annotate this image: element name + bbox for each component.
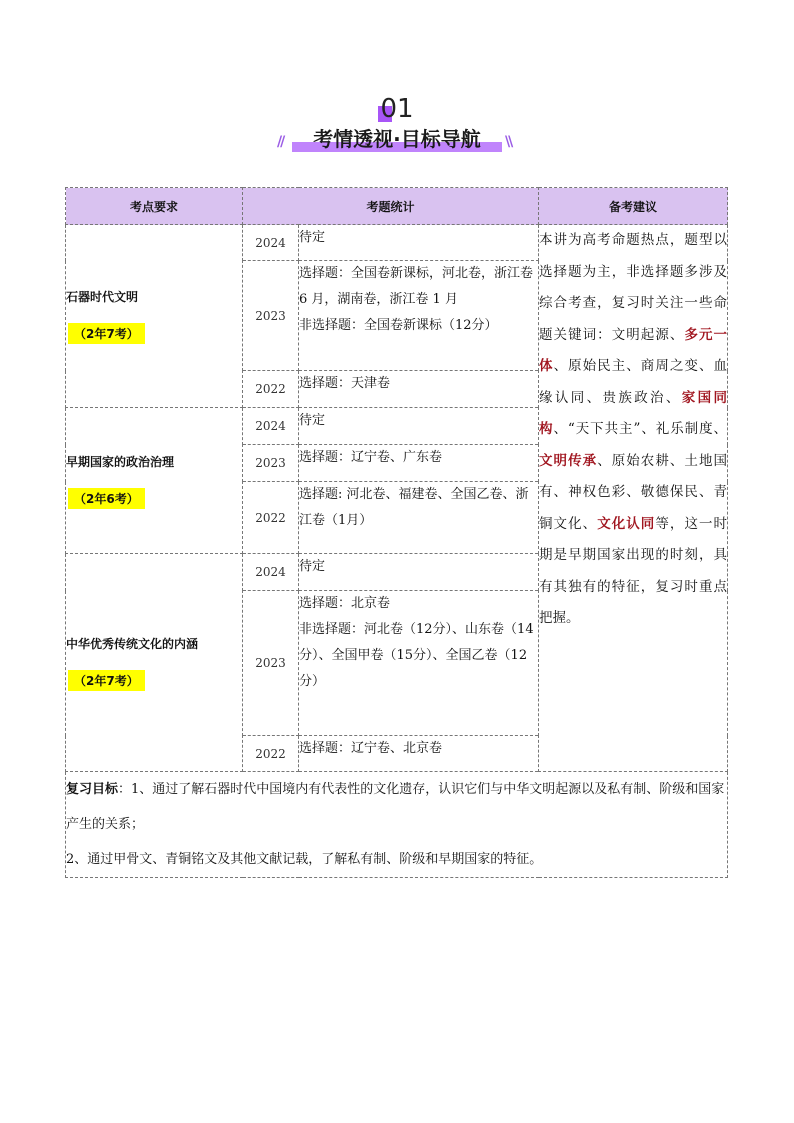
question-line: 非选择题：全国卷新课标（12分） — [299, 318, 498, 333]
header-advice: 备考建议 — [539, 188, 728, 225]
keyword-highlight: 多元一体 — [539, 326, 728, 374]
question-cell — [299, 554, 539, 591]
topic-cell — [66, 554, 243, 772]
year-cell: 2022 — [243, 371, 299, 408]
keyword-highlight: 文明传承 — [539, 452, 598, 469]
question-line: 非选择题：河北卷（12分）、山东卷（14分）、全国甲卷（15分）、全国乙卷（12分） — [299, 622, 534, 689]
right-slash-decoration: \\ — [505, 134, 512, 150]
question-line: 选择题：北京卷 — [299, 596, 391, 611]
review-goals-cell — [66, 772, 728, 878]
question-cell — [299, 261, 539, 371]
topic-count-badge: （2年7考） — [68, 323, 145, 344]
left-slash-decoration: // — [277, 134, 284, 150]
topic-count-badge: （2年6考） — [68, 488, 145, 509]
question-line: 选择题：辽宁卷、广东卷 — [299, 450, 443, 465]
goals-label: 复习目标 — [66, 782, 119, 797]
question-line: 待定 — [299, 230, 326, 245]
question-cell — [299, 482, 539, 554]
goal-item-2: 2、通过甲骨文、青铜铭文及其他文献记载，了解私有制、阶级和早期国家的特征。 — [66, 852, 543, 867]
year-cell: 2024 — [243, 554, 299, 591]
section-heading — [0, 94, 794, 164]
section-number: 01 — [380, 94, 414, 124]
year-cell: 2022 — [243, 482, 299, 554]
table-row — [66, 225, 728, 261]
topic-name: 石器时代文明 — [66, 290, 139, 304]
header-statistics: 考题统计 — [243, 188, 539, 225]
question-line: 待定 — [299, 559, 326, 574]
topic-name: 中华优秀传统文化的内涵 — [66, 636, 199, 651]
advice-cell: 本讲为高考命题热点，题型以选择题为主，非选择题多涉及综合考查，复习时关注一些命题关键词：文明起源、多元一体、原始民主、商周之变、血缘认同、贵族政治、家国同构、“天下共主”、礼乐制度、文明传承、原始农耕、土地国有、神权色彩、敬德保民、青铜文化、文化认同等，这一时期是早期国家出现的时刻，具有其独有的特征，复习时重点把握。 — [539, 225, 728, 772]
topic-count-badge: （2年7考） — [68, 670, 145, 691]
year-cell: 2023 — [243, 591, 299, 736]
header-requirements: 考点要求 — [66, 188, 243, 225]
year-cell: 2024 — [243, 225, 299, 261]
question-cell — [299, 445, 539, 482]
question-line: 选择题：天津卷 — [299, 376, 391, 391]
goal-item-1: 复习目标：1、通过了解石器时代中国境内有代表性的文化遗存，认识它们与中华文明起源以及私有制、阶级和国家产生的关系； — [66, 782, 725, 832]
question-cell — [299, 225, 539, 261]
table-header-row — [66, 188, 728, 225]
question-cell — [299, 591, 539, 736]
topic-name: 早期国家的政治治理 — [66, 454, 175, 469]
question-line: 待定 — [299, 413, 326, 428]
question-line: 选择题：辽宁卷、北京卷 — [299, 741, 443, 756]
exam-analysis-table — [65, 187, 728, 878]
keyword-highlight: 文化认同 — [597, 515, 656, 532]
review-goals-row — [66, 772, 728, 878]
question-line: 选择题: 河北卷、福建卷、全国乙卷、浙江卷（1月） — [299, 487, 529, 528]
topic-cell — [66, 408, 243, 554]
keyword-highlight: 家国同构 — [539, 389, 728, 437]
question-line: 选择题：全国卷新课标，河北卷，浙江卷 6 月，湖南卷，浙江卷 1 月 — [299, 266, 534, 307]
year-cell: 2023 — [243, 445, 299, 482]
year-cell: 2024 — [243, 408, 299, 445]
year-cell: 2022 — [243, 736, 299, 772]
question-cell — [299, 408, 539, 445]
question-cell — [299, 736, 539, 772]
year-cell: 2023 — [243, 261, 299, 371]
question-cell — [299, 371, 539, 408]
topic-cell — [66, 225, 243, 408]
section-title: 考情透视·目标导航 — [313, 127, 481, 151]
